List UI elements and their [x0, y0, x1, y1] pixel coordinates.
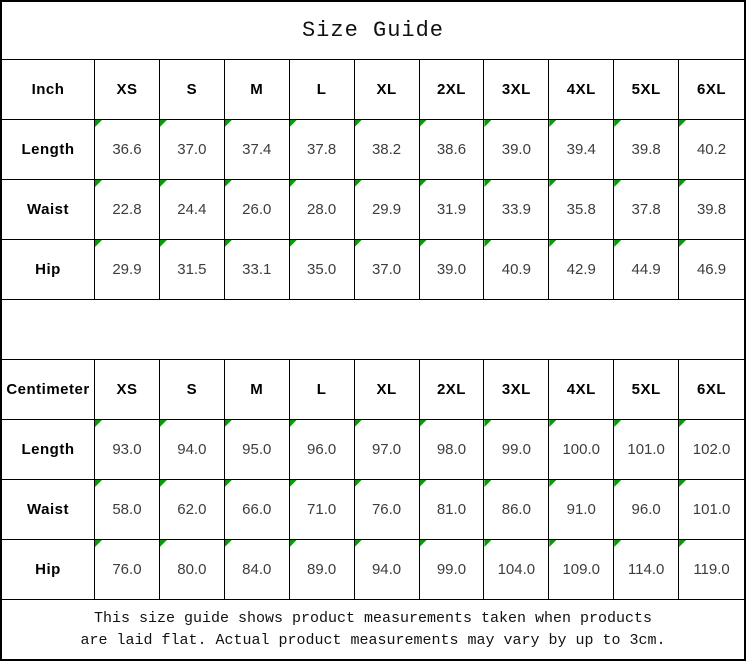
size-header-cell-5xl — [614, 360, 679, 420]
measure-value-cell-text: 40.2 — [696, 141, 727, 158]
green-triangle-marker-icon — [355, 180, 362, 187]
green-triangle-marker-icon — [420, 420, 427, 427]
measure-label-cell-text: Waist — [27, 501, 69, 518]
measure-value-cell-text: 33.9 — [501, 201, 531, 218]
green-triangle-marker-icon — [355, 240, 362, 247]
measure-value-cell — [420, 540, 485, 600]
measure-value-cell — [549, 180, 614, 240]
measure-value-cell-text: 31.5 — [177, 261, 207, 278]
measure-value-cell-text: 97.0 — [371, 441, 402, 458]
size-header-cell-6xl — [679, 60, 744, 120]
green-triangle-marker-icon — [484, 120, 491, 127]
measure-value-cell — [95, 420, 160, 480]
measure-value-cell — [225, 120, 290, 180]
green-triangle-marker-icon — [614, 120, 621, 127]
measure-value-cell — [225, 540, 290, 600]
measure-label-cell — [2, 120, 95, 180]
measure-value-cell — [290, 120, 355, 180]
measure-value-cell — [355, 120, 420, 180]
footer-note-line1: This size guide shows product measurements taken when products — [93, 609, 653, 627]
green-triangle-marker-icon — [95, 180, 102, 187]
measure-value-cell-text: 84.0 — [242, 561, 272, 578]
green-triangle-marker-icon — [420, 120, 427, 127]
measure-value-cell — [679, 480, 744, 540]
measure-value-cell-text: 93.0 — [112, 441, 142, 458]
measure-value-cell — [355, 540, 420, 600]
size-header-cell-2xl — [420, 60, 485, 120]
measure-value-cell-text: 36.6 — [112, 141, 142, 158]
size-header-cell-4xl-text: 4XL — [566, 381, 596, 398]
green-triangle-marker-icon — [95, 540, 102, 547]
size-header-cell-6xl — [679, 360, 744, 420]
measure-value-cell-text: 39.4 — [566, 141, 596, 158]
green-triangle-marker-icon — [355, 420, 362, 427]
measure-value-cell — [160, 240, 225, 300]
measure-value-cell — [355, 180, 420, 240]
green-triangle-marker-icon — [549, 420, 556, 427]
measure-value-cell-text: 89.0 — [307, 561, 337, 578]
measure-value-cell-text: 119.0 — [693, 561, 730, 578]
green-triangle-marker-icon — [679, 180, 686, 187]
measure-value-cell — [160, 480, 225, 540]
measure-label-cell — [2, 240, 95, 300]
measure-value-cell-text: 100.0 — [562, 441, 601, 458]
measure-value-cell-text: 81.0 — [436, 501, 467, 518]
measure-label-cell-text: Hip — [35, 561, 61, 578]
measure-value-cell-text: 86.0 — [501, 501, 531, 518]
measure-value-cell-text: 29.9 — [371, 201, 402, 218]
size-header-cell-xl-text: XL — [376, 81, 397, 98]
measure-value-cell — [95, 180, 160, 240]
measure-value-cell-text: 94.0 — [371, 561, 402, 578]
measure-value-cell-text: 46.9 — [696, 261, 727, 278]
size-header-cell-l — [290, 360, 355, 420]
measure-value-cell — [160, 120, 225, 180]
green-triangle-marker-icon — [290, 180, 297, 187]
measure-value-cell — [484, 420, 549, 480]
measure-value-cell-text: 114.0 — [627, 561, 665, 578]
measure-value-cell-text: 39.0 — [501, 141, 531, 158]
measure-value-cell-text: 37.8 — [631, 201, 661, 218]
size-header-cell-m — [225, 60, 290, 120]
size-header-cell-xl — [355, 60, 420, 120]
measure-label-cell — [2, 180, 95, 240]
measure-value-cell-text: 76.0 — [112, 561, 142, 578]
measure-value-cell — [679, 540, 744, 600]
green-triangle-marker-icon — [679, 240, 686, 247]
measure-value-cell — [290, 540, 355, 600]
size-header-cell-4xl-text: 4XL — [566, 81, 596, 98]
measure-value-cell-text: 22.8 — [112, 201, 142, 218]
measure-value-cell — [679, 180, 744, 240]
size-header-cell-xs-text: XS — [116, 381, 138, 398]
measure-value-cell — [160, 420, 225, 480]
measure-value-cell — [225, 180, 290, 240]
green-triangle-marker-icon — [160, 120, 167, 127]
green-triangle-marker-icon — [484, 240, 491, 247]
measure-value-cell-text: 99.0 — [501, 441, 531, 458]
green-triangle-marker-icon — [225, 540, 232, 547]
measure-value-cell — [420, 480, 485, 540]
size-header-cell-m-text: M — [250, 381, 264, 398]
measure-value-cell-text: 40.9 — [501, 261, 531, 278]
green-triangle-marker-icon — [549, 480, 556, 487]
measure-value-cell-text: 39.0 — [436, 261, 467, 278]
green-triangle-marker-icon — [549, 240, 556, 247]
measure-value-cell-text: 44.9 — [631, 261, 661, 278]
footer-note-line2: are laid flat. Actual product measurements may vary by up to 3cm. — [80, 631, 666, 649]
size-header-cell-3xl — [484, 360, 549, 420]
measure-value-cell — [420, 120, 485, 180]
green-triangle-marker-icon — [290, 120, 297, 127]
measure-value-cell-text: 80.0 — [177, 561, 207, 578]
green-triangle-marker-icon — [95, 240, 102, 247]
measure-value-cell — [679, 240, 744, 300]
measure-value-cell — [614, 180, 679, 240]
green-triangle-marker-icon — [614, 240, 621, 247]
measure-value-cell-text: 38.6 — [436, 141, 467, 158]
size-header-cell-m — [225, 360, 290, 420]
measure-value-cell-text: 109.0 — [562, 561, 601, 578]
measure-value-cell-text: 39.8 — [696, 201, 727, 218]
green-triangle-marker-icon — [225, 240, 232, 247]
measure-label-cell-text: Length — [21, 141, 75, 158]
size-header-cell-4xl — [549, 60, 614, 120]
size-header-cell-l-text: L — [316, 381, 327, 398]
green-triangle-marker-icon — [160, 420, 167, 427]
green-triangle-marker-icon — [355, 540, 362, 547]
green-triangle-marker-icon — [160, 480, 167, 487]
measure-value-cell-text: 35.0 — [307, 261, 337, 278]
measure-value-cell-text: 37.4 — [242, 141, 272, 158]
green-triangle-marker-icon — [420, 240, 427, 247]
measure-value-cell — [290, 480, 355, 540]
green-triangle-marker-icon — [420, 180, 427, 187]
size-header-cell-xl — [355, 360, 420, 420]
green-triangle-marker-icon — [614, 180, 621, 187]
green-triangle-marker-icon — [614, 420, 621, 427]
size-header-cell-2xl-text: 2XL — [436, 81, 466, 98]
measure-label-cell-text: Waist — [27, 201, 69, 218]
measure-value-cell — [484, 180, 549, 240]
measure-value-cell — [549, 480, 614, 540]
measure-value-cell — [290, 180, 355, 240]
measure-value-cell-text: 76.0 — [371, 501, 402, 518]
measure-value-cell — [355, 420, 420, 480]
measure-value-cell — [549, 420, 614, 480]
size-header-cell-s — [160, 60, 225, 120]
measure-value-cell-text: 102.0 — [692, 441, 731, 458]
green-triangle-marker-icon — [549, 120, 556, 127]
measure-value-cell — [225, 480, 290, 540]
measure-value-cell-text: 26.0 — [242, 201, 272, 218]
measure-value-cell — [290, 240, 355, 300]
size-header-cell-m-text: M — [250, 81, 264, 98]
measure-value-cell-text: 38.2 — [371, 141, 402, 158]
measure-value-cell — [549, 120, 614, 180]
measure-label-cell — [2, 540, 95, 600]
green-triangle-marker-icon — [290, 480, 297, 487]
size-header-cell-4xl — [549, 360, 614, 420]
size-header-cell-3xl — [484, 60, 549, 120]
size-header-cell-l-text: L — [316, 81, 327, 98]
measure-value-cell-text: 29.9 — [112, 261, 142, 278]
measure-value-cell-text: 39.8 — [631, 141, 661, 158]
measure-label-cell — [2, 480, 95, 540]
green-triangle-marker-icon — [225, 180, 232, 187]
measure-value-cell-text: 101.0 — [692, 501, 731, 518]
measure-value-cell-text: 95.0 — [242, 441, 272, 458]
measure-value-cell — [614, 540, 679, 600]
footer-note — [2, 600, 744, 659]
measure-value-cell — [225, 420, 290, 480]
measure-value-cell — [420, 240, 485, 300]
measure-value-cell-text: 42.9 — [566, 261, 596, 278]
measure-value-cell — [160, 540, 225, 600]
measure-value-cell-text: 58.0 — [112, 501, 142, 518]
green-triangle-marker-icon — [160, 540, 167, 547]
size-header-cell-s-text: S — [186, 81, 198, 98]
measure-value-cell-text: 71.0 — [307, 501, 337, 518]
green-triangle-marker-icon — [679, 420, 686, 427]
measure-value-cell-text: 31.9 — [436, 201, 467, 218]
size-header-cell-2xl — [420, 360, 485, 420]
green-triangle-marker-icon — [679, 120, 686, 127]
measure-value-cell — [420, 420, 485, 480]
green-triangle-marker-icon — [355, 480, 362, 487]
measure-value-cell — [420, 180, 485, 240]
measure-value-cell — [95, 240, 160, 300]
measure-value-cell — [549, 540, 614, 600]
green-triangle-marker-icon — [160, 240, 167, 247]
measure-value-cell — [95, 480, 160, 540]
measure-value-cell — [679, 420, 744, 480]
measure-value-cell-text: 37.8 — [307, 141, 337, 158]
measure-value-cell — [95, 120, 160, 180]
green-triangle-marker-icon — [95, 480, 102, 487]
page-title: Size Guide — [2, 2, 744, 60]
measure-label-cell — [2, 420, 95, 480]
measure-value-cell — [614, 480, 679, 540]
measure-label-cell-text: Length — [21, 441, 75, 458]
measure-value-cell-text: 98.0 — [436, 441, 467, 458]
green-triangle-marker-icon — [614, 540, 621, 547]
unit-header-cell-text: Centimeter — [6, 381, 90, 398]
measure-value-cell — [355, 240, 420, 300]
measure-value-cell — [679, 120, 744, 180]
unit-header-cell-text: Inch — [31, 81, 65, 98]
spacer-row — [2, 300, 744, 360]
measure-value-cell — [484, 540, 549, 600]
measure-value-cell — [484, 240, 549, 300]
green-triangle-marker-icon — [420, 540, 427, 547]
size-header-cell-6xl-text: 6XL — [697, 381, 727, 398]
measure-value-cell-text: 96.0 — [307, 441, 337, 458]
green-triangle-marker-icon — [290, 240, 297, 247]
size-header-cell-s — [160, 360, 225, 420]
green-triangle-marker-icon — [225, 120, 232, 127]
measure-value-cell — [290, 420, 355, 480]
size-header-cell-2xl-text: 2XL — [436, 381, 466, 398]
measure-value-cell-text: 37.0 — [371, 261, 402, 278]
green-triangle-marker-icon — [549, 540, 556, 547]
green-triangle-marker-icon — [484, 540, 491, 547]
size-header-cell-xl-text: XL — [376, 381, 397, 398]
size-header-cell-6xl-text: 6XL — [697, 81, 727, 98]
green-triangle-marker-icon — [679, 540, 686, 547]
measure-value-cell-text: 94.0 — [177, 441, 207, 458]
green-triangle-marker-icon — [614, 480, 621, 487]
measure-value-cell — [225, 240, 290, 300]
size-header-cell-3xl-text: 3XL — [501, 381, 531, 398]
measure-label-cell-text: Hip — [35, 261, 61, 278]
size-header-cell-3xl-text: 3XL — [501, 81, 531, 98]
size-header-cell-xs — [95, 360, 160, 420]
measure-value-cell-text: 24.4 — [177, 201, 207, 218]
size-header-cell-5xl-text: 5XL — [631, 81, 661, 98]
green-triangle-marker-icon — [95, 420, 102, 427]
measure-value-cell-text: 62.0 — [177, 501, 207, 518]
unit-header-cell — [2, 360, 95, 420]
measure-value-cell-text: 101.0 — [627, 441, 665, 458]
measure-value-cell — [355, 480, 420, 540]
green-triangle-marker-icon — [355, 120, 362, 127]
measure-value-cell-text: 28.0 — [307, 201, 337, 218]
green-triangle-marker-icon — [420, 480, 427, 487]
measure-value-cell — [484, 480, 549, 540]
green-triangle-marker-icon — [225, 420, 232, 427]
measure-value-cell — [614, 420, 679, 480]
measure-value-cell-text: 104.0 — [497, 561, 536, 578]
green-triangle-marker-icon — [484, 420, 491, 427]
measure-value-cell-text: 96.0 — [631, 501, 661, 518]
measure-value-cell — [160, 180, 225, 240]
size-header-cell-s-text: S — [186, 381, 198, 398]
measure-value-cell-text: 66.0 — [242, 501, 272, 518]
size-header-cell-5xl-text: 5XL — [631, 381, 661, 398]
green-triangle-marker-icon — [484, 480, 491, 487]
measure-value-cell — [484, 120, 549, 180]
measure-value-cell — [614, 240, 679, 300]
measure-value-cell-text: 35.8 — [566, 201, 596, 218]
size-header-cell-xs-text: XS — [116, 81, 138, 98]
measure-value-cell-text: 99.0 — [436, 561, 467, 578]
measure-value-cell — [614, 120, 679, 180]
green-triangle-marker-icon — [549, 180, 556, 187]
green-triangle-marker-icon — [290, 540, 297, 547]
size-header-cell-l — [290, 60, 355, 120]
measure-value-cell — [95, 540, 160, 600]
unit-header-cell — [2, 60, 95, 120]
green-triangle-marker-icon — [95, 120, 102, 127]
measure-value-cell-text: 91.0 — [566, 501, 596, 518]
size-header-cell-xs — [95, 60, 160, 120]
size-header-cell-5xl — [614, 60, 679, 120]
green-triangle-marker-icon — [484, 180, 491, 187]
measure-value-cell-text: 33.1 — [242, 261, 272, 278]
green-triangle-marker-icon — [160, 180, 167, 187]
measure-value-cell-text: 37.0 — [177, 141, 207, 158]
measure-value-cell — [549, 240, 614, 300]
green-triangle-marker-icon — [225, 480, 232, 487]
green-triangle-marker-icon — [290, 420, 297, 427]
green-triangle-marker-icon — [679, 480, 686, 487]
